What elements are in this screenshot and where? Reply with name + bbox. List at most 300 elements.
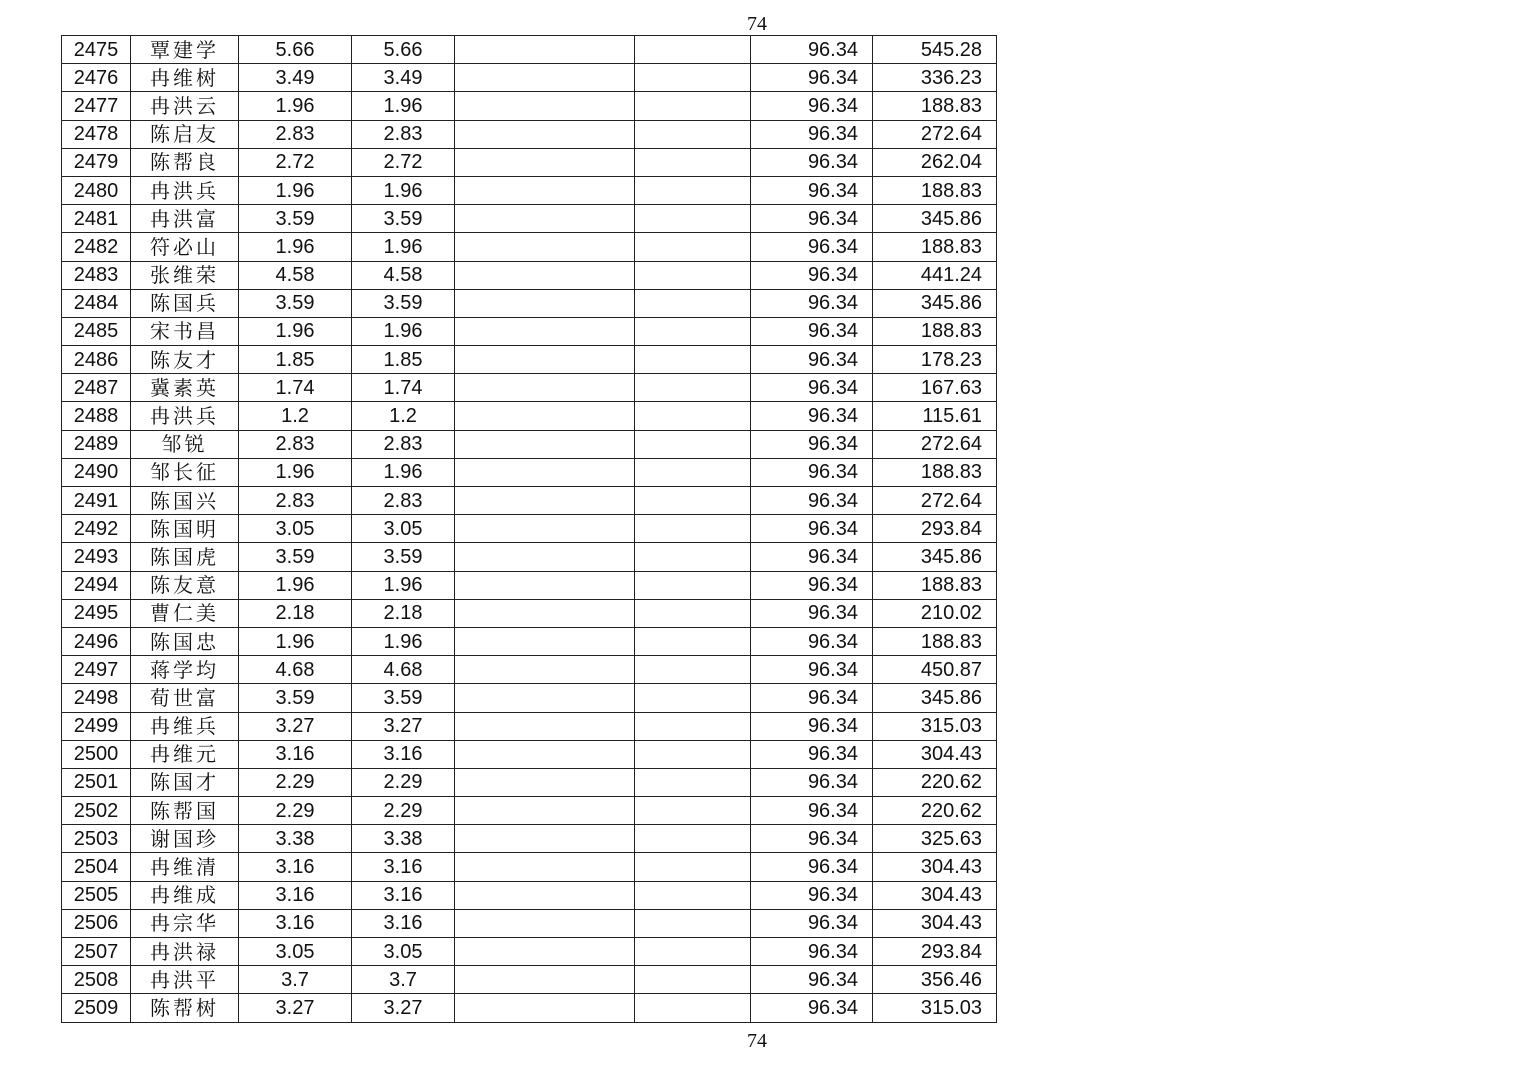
- unit-rate-cell: 96.34: [751, 176, 873, 204]
- person-name-cell: 冉洪富: [131, 205, 239, 233]
- table-row: [62, 515, 997, 543]
- unit-rate-cell: 96.34: [751, 938, 873, 966]
- person-name-cell: 陈帮良: [131, 148, 239, 176]
- value-c-cell: [455, 120, 635, 148]
- row-number-cell: 2508: [62, 966, 131, 994]
- value-b-cell: 1.96: [352, 458, 455, 486]
- value-d-cell: [635, 148, 751, 176]
- table-row: [62, 656, 997, 684]
- table-row: [62, 92, 997, 120]
- value-c-cell: [455, 938, 635, 966]
- value-b-cell: 2.83: [352, 430, 455, 458]
- person-name-cell: 冉洪平: [131, 966, 239, 994]
- table-row: [62, 402, 997, 430]
- value-c-cell: [455, 317, 635, 345]
- person-name-cell: 冉宗华: [131, 909, 239, 937]
- value-a-cell: 3.16: [239, 881, 352, 909]
- row-number-cell: 2476: [62, 64, 131, 92]
- value-a-cell: 4.68: [239, 656, 352, 684]
- value-b-cell: 3.05: [352, 515, 455, 543]
- person-name-cell: 冉维树: [131, 64, 239, 92]
- unit-rate-cell: 96.34: [751, 36, 873, 64]
- value-c-cell: [455, 627, 635, 655]
- value-d-cell: [635, 64, 751, 92]
- value-a-cell: 1.96: [239, 627, 352, 655]
- value-c-cell: [455, 402, 635, 430]
- person-name-cell: 符必山: [131, 233, 239, 261]
- unit-rate-cell: 96.34: [751, 740, 873, 768]
- row-number-cell: 2493: [62, 543, 131, 571]
- value-b-cell: 1.96: [352, 571, 455, 599]
- amount-cell: 293.84: [873, 938, 997, 966]
- value-a-cell: 2.72: [239, 148, 352, 176]
- value-b-cell: 1.96: [352, 176, 455, 204]
- value-a-cell: 2.83: [239, 120, 352, 148]
- value-b-cell: 4.68: [352, 656, 455, 684]
- table-row: [62, 289, 997, 317]
- table-row: [62, 458, 997, 486]
- value-b-cell: 2.83: [352, 120, 455, 148]
- row-number-cell: 2502: [62, 797, 131, 825]
- amount-cell: 345.86: [873, 684, 997, 712]
- unit-rate-cell: 96.34: [751, 430, 873, 458]
- amount-cell: 304.43: [873, 881, 997, 909]
- person-name-cell: 荀世富: [131, 684, 239, 712]
- person-name-cell: 冉洪兵: [131, 402, 239, 430]
- table-row: [62, 543, 997, 571]
- value-c-cell: [455, 289, 635, 317]
- value-a-cell: 2.29: [239, 768, 352, 796]
- data-table: [61, 35, 997, 1023]
- value-c-cell: [455, 825, 635, 853]
- amount-cell: 188.83: [873, 92, 997, 120]
- row-number-cell: 2492: [62, 515, 131, 543]
- value-d-cell: [635, 825, 751, 853]
- value-c-cell: [455, 712, 635, 740]
- value-c-cell: [455, 148, 635, 176]
- value-a-cell: 1.96: [239, 92, 352, 120]
- amount-cell: 356.46: [873, 966, 997, 994]
- unit-rate-cell: 96.34: [751, 825, 873, 853]
- value-d-cell: [635, 571, 751, 599]
- table-row: [62, 599, 997, 627]
- value-b-cell: 3.16: [352, 881, 455, 909]
- row-number-cell: 2480: [62, 176, 131, 204]
- row-number-cell: 2488: [62, 402, 131, 430]
- value-b-cell: 3.16: [352, 853, 455, 881]
- value-c-cell: [455, 994, 635, 1022]
- value-d-cell: [635, 36, 751, 64]
- value-d-cell: [635, 712, 751, 740]
- person-name-cell: 陈国虎: [131, 543, 239, 571]
- value-d-cell: [635, 515, 751, 543]
- row-number-cell: 2486: [62, 346, 131, 374]
- table-row: [62, 261, 997, 289]
- amount-cell: 178.23: [873, 346, 997, 374]
- value-c-cell: [455, 346, 635, 374]
- value-d-cell: [635, 881, 751, 909]
- value-c-cell: [455, 768, 635, 796]
- amount-cell: 545.28: [873, 36, 997, 64]
- row-number-cell: 2494: [62, 571, 131, 599]
- value-b-cell: 1.2: [352, 402, 455, 430]
- value-a-cell: 5.66: [239, 36, 352, 64]
- row-number-cell: 2483: [62, 261, 131, 289]
- unit-rate-cell: 96.34: [751, 656, 873, 684]
- table-body: [62, 36, 997, 1023]
- value-d-cell: [635, 656, 751, 684]
- value-d-cell: [635, 853, 751, 881]
- row-number-cell: 2496: [62, 627, 131, 655]
- amount-cell: 293.84: [873, 515, 997, 543]
- value-b-cell: 5.66: [352, 36, 455, 64]
- table-row: [62, 825, 997, 853]
- table-row: [62, 571, 997, 599]
- value-a-cell: 3.7: [239, 966, 352, 994]
- table-row: [62, 627, 997, 655]
- row-number-cell: 2484: [62, 289, 131, 317]
- value-d-cell: [635, 233, 751, 261]
- table-row: [62, 233, 997, 261]
- table-row: [62, 346, 997, 374]
- table-row: [62, 36, 997, 64]
- unit-rate-cell: 96.34: [751, 92, 873, 120]
- row-number-cell: 2498: [62, 684, 131, 712]
- table-row: [62, 120, 997, 148]
- value-c-cell: [455, 205, 635, 233]
- amount-cell: 304.43: [873, 740, 997, 768]
- table-row: [62, 797, 997, 825]
- amount-cell: 315.03: [873, 712, 997, 740]
- value-b-cell: 3.59: [352, 205, 455, 233]
- value-a-cell: 3.05: [239, 515, 352, 543]
- row-number-cell: 2478: [62, 120, 131, 148]
- row-number-cell: 2479: [62, 148, 131, 176]
- value-a-cell: 3.16: [239, 853, 352, 881]
- value-c-cell: [455, 853, 635, 881]
- unit-rate-cell: 96.34: [751, 797, 873, 825]
- row-number-cell: 2500: [62, 740, 131, 768]
- value-c-cell: [455, 458, 635, 486]
- table-row: [62, 712, 997, 740]
- value-d-cell: [635, 346, 751, 374]
- value-a-cell: 3.05: [239, 938, 352, 966]
- value-d-cell: [635, 543, 751, 571]
- person-name-cell: 冀素英: [131, 374, 239, 402]
- value-b-cell: 1.85: [352, 346, 455, 374]
- person-name-cell: 陈国兵: [131, 289, 239, 317]
- unit-rate-cell: 96.34: [751, 684, 873, 712]
- value-b-cell: 3.59: [352, 684, 455, 712]
- value-b-cell: 2.83: [352, 487, 455, 515]
- person-name-cell: 曹仁美: [131, 599, 239, 627]
- value-c-cell: [455, 881, 635, 909]
- value-d-cell: [635, 402, 751, 430]
- table-row: [62, 684, 997, 712]
- value-b-cell: 1.96: [352, 233, 455, 261]
- table-row: [62, 853, 997, 881]
- row-number-cell: 2475: [62, 36, 131, 64]
- value-b-cell: 2.29: [352, 797, 455, 825]
- value-a-cell: 1.2: [239, 402, 352, 430]
- person-name-cell: 张维荣: [131, 261, 239, 289]
- value-a-cell: 2.18: [239, 599, 352, 627]
- person-name-cell: 覃建学: [131, 36, 239, 64]
- person-name-cell: 陈启友: [131, 120, 239, 148]
- table-row: [62, 768, 997, 796]
- value-c-cell: [455, 176, 635, 204]
- unit-rate-cell: 96.34: [751, 853, 873, 881]
- row-number-cell: 2491: [62, 487, 131, 515]
- person-name-cell: 陈国兴: [131, 487, 239, 515]
- row-number-cell: 2495: [62, 599, 131, 627]
- value-c-cell: [455, 64, 635, 92]
- value-c-cell: [455, 233, 635, 261]
- value-c-cell: [455, 36, 635, 64]
- amount-cell: 210.02: [873, 599, 997, 627]
- unit-rate-cell: 96.34: [751, 881, 873, 909]
- person-name-cell: 蒋学均: [131, 656, 239, 684]
- amount-cell: 188.83: [873, 176, 997, 204]
- person-name-cell: 陈国忠: [131, 627, 239, 655]
- amount-cell: 272.64: [873, 487, 997, 515]
- value-b-cell: 3.7: [352, 966, 455, 994]
- amount-cell: 345.86: [873, 205, 997, 233]
- unit-rate-cell: 96.34: [751, 571, 873, 599]
- row-number-cell: 2504: [62, 853, 131, 881]
- value-d-cell: [635, 317, 751, 345]
- value-d-cell: [635, 430, 751, 458]
- value-a-cell: 2.29: [239, 797, 352, 825]
- amount-cell: 188.83: [873, 458, 997, 486]
- row-number-cell: 2497: [62, 656, 131, 684]
- unit-rate-cell: 96.34: [751, 543, 873, 571]
- value-c-cell: [455, 571, 635, 599]
- person-name-cell: 冉洪禄: [131, 938, 239, 966]
- value-d-cell: [635, 599, 751, 627]
- person-name-cell: 冉维成: [131, 881, 239, 909]
- value-a-cell: 3.59: [239, 205, 352, 233]
- value-a-cell: 1.74: [239, 374, 352, 402]
- unit-rate-cell: 96.34: [751, 205, 873, 233]
- amount-cell: 272.64: [873, 120, 997, 148]
- amount-cell: 441.24: [873, 261, 997, 289]
- row-number-cell: 2509: [62, 994, 131, 1022]
- amount-cell: 220.62: [873, 768, 997, 796]
- value-b-cell: 1.96: [352, 317, 455, 345]
- value-b-cell: 1.96: [352, 92, 455, 120]
- value-b-cell: 3.27: [352, 712, 455, 740]
- value-a-cell: 1.96: [239, 458, 352, 486]
- amount-cell: 167.63: [873, 374, 997, 402]
- value-c-cell: [455, 92, 635, 120]
- table-row: [62, 430, 997, 458]
- unit-rate-cell: 96.34: [751, 233, 873, 261]
- value-d-cell: [635, 797, 751, 825]
- unit-rate-cell: 96.34: [751, 148, 873, 176]
- value-a-cell: 3.59: [239, 543, 352, 571]
- row-number-cell: 2507: [62, 938, 131, 966]
- unit-rate-cell: 96.34: [751, 402, 873, 430]
- unit-rate-cell: 96.34: [751, 458, 873, 486]
- value-d-cell: [635, 909, 751, 937]
- value-d-cell: [635, 176, 751, 204]
- table-row: [62, 938, 997, 966]
- value-a-cell: 3.38: [239, 825, 352, 853]
- value-a-cell: 1.85: [239, 346, 352, 374]
- amount-cell: 262.04: [873, 148, 997, 176]
- amount-cell: 115.61: [873, 402, 997, 430]
- person-name-cell: 冉维兵: [131, 712, 239, 740]
- value-a-cell: 1.96: [239, 317, 352, 345]
- row-number-cell: 2489: [62, 430, 131, 458]
- value-b-cell: 3.49: [352, 64, 455, 92]
- amount-cell: 325.63: [873, 825, 997, 853]
- value-d-cell: [635, 458, 751, 486]
- value-a-cell: 1.96: [239, 233, 352, 261]
- page-number-top: 74: [747, 14, 767, 30]
- value-d-cell: [635, 768, 751, 796]
- value-b-cell: 3.16: [352, 909, 455, 937]
- value-a-cell: 1.96: [239, 176, 352, 204]
- row-number-cell: 2482: [62, 233, 131, 261]
- amount-cell: 315.03: [873, 994, 997, 1022]
- amount-cell: 188.83: [873, 627, 997, 655]
- value-d-cell: [635, 92, 751, 120]
- person-name-cell: 谢国珍: [131, 825, 239, 853]
- person-name-cell: 陈帮国: [131, 797, 239, 825]
- value-c-cell: [455, 797, 635, 825]
- unit-rate-cell: 96.34: [751, 994, 873, 1022]
- value-d-cell: [635, 938, 751, 966]
- person-name-cell: 陈国明: [131, 515, 239, 543]
- value-c-cell: [455, 684, 635, 712]
- amount-cell: 336.23: [873, 64, 997, 92]
- value-c-cell: [455, 430, 635, 458]
- value-c-cell: [455, 374, 635, 402]
- value-a-cell: 3.16: [239, 909, 352, 937]
- unit-rate-cell: 96.34: [751, 261, 873, 289]
- value-b-cell: 3.27: [352, 994, 455, 1022]
- table-row: [62, 909, 997, 937]
- value-c-cell: [455, 966, 635, 994]
- value-c-cell: [455, 515, 635, 543]
- value-b-cell: 4.58: [352, 261, 455, 289]
- value-b-cell: 3.16: [352, 740, 455, 768]
- unit-rate-cell: 96.34: [751, 966, 873, 994]
- person-name-cell: 陈友意: [131, 571, 239, 599]
- table-row: [62, 176, 997, 204]
- row-number-cell: 2505: [62, 881, 131, 909]
- value-d-cell: [635, 994, 751, 1022]
- table-row: [62, 966, 997, 994]
- table-row: [62, 374, 997, 402]
- amount-cell: 304.43: [873, 909, 997, 937]
- amount-cell: 345.86: [873, 289, 997, 317]
- person-name-cell: 邹长征: [131, 458, 239, 486]
- value-b-cell: 3.38: [352, 825, 455, 853]
- value-b-cell: 3.05: [352, 938, 455, 966]
- value-d-cell: [635, 374, 751, 402]
- amount-cell: 450.87: [873, 656, 997, 684]
- value-b-cell: 2.18: [352, 599, 455, 627]
- unit-rate-cell: 96.34: [751, 346, 873, 374]
- row-number-cell: 2490: [62, 458, 131, 486]
- unit-rate-cell: 96.34: [751, 712, 873, 740]
- amount-cell: 188.83: [873, 233, 997, 261]
- value-d-cell: [635, 487, 751, 515]
- value-a-cell: 1.96: [239, 571, 352, 599]
- value-d-cell: [635, 261, 751, 289]
- row-number-cell: 2506: [62, 909, 131, 937]
- page-number-bottom: 74: [747, 1030, 767, 1052]
- row-number-cell: 2487: [62, 374, 131, 402]
- value-b-cell: 1.74: [352, 374, 455, 402]
- person-name-cell: 邹锐: [131, 430, 239, 458]
- amount-cell: 220.62: [873, 797, 997, 825]
- table-row: [62, 881, 997, 909]
- person-name-cell: 冉维元: [131, 740, 239, 768]
- unit-rate-cell: 96.34: [751, 289, 873, 317]
- unit-rate-cell: 96.34: [751, 317, 873, 345]
- unit-rate-cell: 96.34: [751, 64, 873, 92]
- row-number-cell: 2503: [62, 825, 131, 853]
- unit-rate-cell: 96.34: [751, 120, 873, 148]
- value-d-cell: [635, 205, 751, 233]
- value-c-cell: [455, 543, 635, 571]
- value-b-cell: 3.59: [352, 543, 455, 571]
- value-a-cell: 3.49: [239, 64, 352, 92]
- value-d-cell: [635, 966, 751, 994]
- row-number-cell: 2485: [62, 317, 131, 345]
- unit-rate-cell: 96.34: [751, 909, 873, 937]
- unit-rate-cell: 96.34: [751, 374, 873, 402]
- value-d-cell: [635, 627, 751, 655]
- amount-cell: 272.64: [873, 430, 997, 458]
- value-a-cell: 3.27: [239, 712, 352, 740]
- amount-cell: 345.86: [873, 543, 997, 571]
- table-row: [62, 994, 997, 1022]
- table-row: [62, 487, 997, 515]
- value-d-cell: [635, 740, 751, 768]
- value-a-cell: 3.16: [239, 740, 352, 768]
- value-d-cell: [635, 289, 751, 317]
- amount-cell: 304.43: [873, 853, 997, 881]
- value-d-cell: [635, 120, 751, 148]
- unit-rate-cell: 96.34: [751, 768, 873, 796]
- value-c-cell: [455, 487, 635, 515]
- person-name-cell: 冉洪云: [131, 92, 239, 120]
- value-a-cell: 3.59: [239, 289, 352, 317]
- person-name-cell: 宋书昌: [131, 317, 239, 345]
- value-c-cell: [455, 261, 635, 289]
- table-row: [62, 148, 997, 176]
- value-b-cell: 2.72: [352, 148, 455, 176]
- amount-cell: 188.83: [873, 317, 997, 345]
- value-d-cell: [635, 684, 751, 712]
- row-number-cell: 2499: [62, 712, 131, 740]
- value-c-cell: [455, 656, 635, 684]
- value-a-cell: 4.58: [239, 261, 352, 289]
- person-name-cell: 陈国才: [131, 768, 239, 796]
- value-a-cell: 3.27: [239, 994, 352, 1022]
- value-c-cell: [455, 909, 635, 937]
- row-number-cell: 2481: [62, 205, 131, 233]
- amount-cell: 188.83: [873, 571, 997, 599]
- value-c-cell: [455, 740, 635, 768]
- person-name-cell: 冉维清: [131, 853, 239, 881]
- table-row: [62, 740, 997, 768]
